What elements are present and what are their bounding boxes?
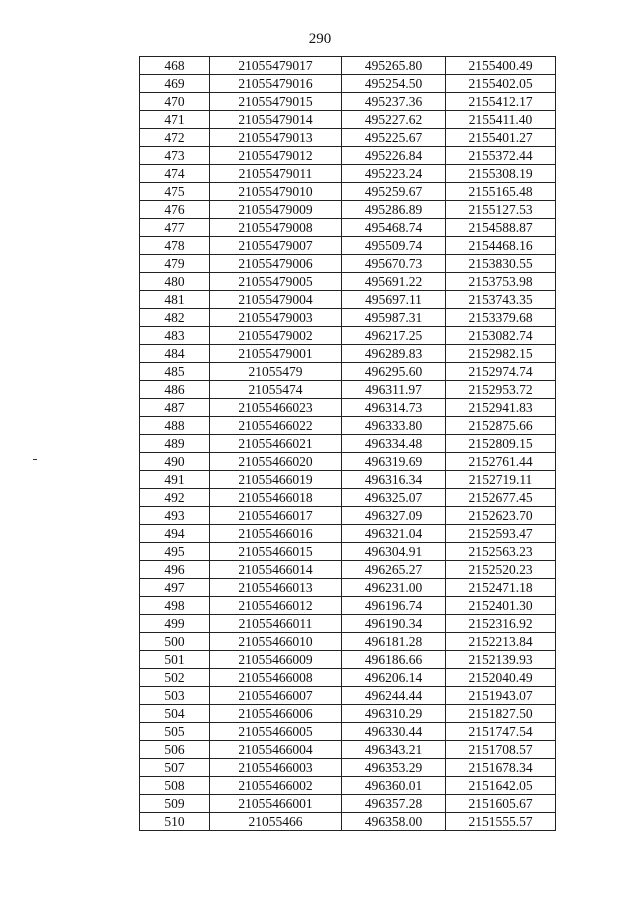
point-id-cell: 21055466020 (210, 453, 342, 471)
x-coordinate-cell: 496206.14 (342, 669, 446, 687)
x-coordinate-cell: 496265.27 (342, 561, 446, 579)
point-id-cell: 21055479012 (210, 147, 342, 165)
table-row (140, 345, 556, 363)
point-number-cell: 477 (140, 219, 210, 237)
point-number-cell: 474 (140, 165, 210, 183)
point-id-cell: 21055479006 (210, 255, 342, 273)
point-number-cell: 502 (140, 669, 210, 687)
y-coordinate-cell: 2153753.98 (446, 273, 556, 291)
table-row (140, 615, 556, 633)
x-coordinate-cell: 496333.80 (342, 417, 446, 435)
point-number-cell: 501 (140, 651, 210, 669)
x-coordinate-cell: 496186.66 (342, 651, 446, 669)
y-coordinate-cell: 2151642.05 (446, 777, 556, 795)
y-coordinate-cell: 2152213.84 (446, 633, 556, 651)
point-number-cell: 473 (140, 147, 210, 165)
table-row (140, 201, 556, 219)
table-row (140, 651, 556, 669)
point-number-cell: 508 (140, 777, 210, 795)
x-coordinate-cell: 495237.36 (342, 93, 446, 111)
x-coordinate-cell: 495265.80 (342, 57, 446, 75)
y-coordinate-cell: 2152974.74 (446, 363, 556, 381)
y-coordinate-cell: 2153379.68 (446, 309, 556, 327)
point-id-cell: 21055474 (210, 381, 342, 399)
point-id-cell: 21055479014 (210, 111, 342, 129)
y-coordinate-cell: 2152563.23 (446, 543, 556, 561)
table-row (140, 147, 556, 165)
x-coordinate-cell: 496321.04 (342, 525, 446, 543)
x-coordinate-cell: 495254.50 (342, 75, 446, 93)
point-number-cell: 507 (140, 759, 210, 777)
table-row (140, 435, 556, 453)
point-id-cell: 21055466006 (210, 705, 342, 723)
coordinates-table (139, 56, 556, 831)
table-row (140, 795, 556, 813)
y-coordinate-cell: 2151708.57 (446, 741, 556, 759)
x-coordinate-cell: 495697.11 (342, 291, 446, 309)
point-number-cell: 491 (140, 471, 210, 489)
y-coordinate-cell: 2151605.67 (446, 795, 556, 813)
point-id-cell: 21055466014 (210, 561, 342, 579)
table-row (140, 183, 556, 201)
point-id-cell: 21055466002 (210, 777, 342, 795)
table-row (140, 381, 556, 399)
point-number-cell: 506 (140, 741, 210, 759)
point-id-cell: 21055466017 (210, 507, 342, 525)
table-row (140, 705, 556, 723)
table-row (140, 417, 556, 435)
x-coordinate-cell: 496190.34 (342, 615, 446, 633)
point-id-cell: 21055479010 (210, 183, 342, 201)
x-coordinate-cell: 496343.21 (342, 741, 446, 759)
x-coordinate-cell: 496295.60 (342, 363, 446, 381)
point-number-cell: 487 (140, 399, 210, 417)
table-row (140, 543, 556, 561)
table-row (140, 633, 556, 651)
point-id-cell: 21055479 (210, 363, 342, 381)
point-id-cell: 21055466022 (210, 417, 342, 435)
y-coordinate-cell: 2154588.87 (446, 219, 556, 237)
point-number-cell: 504 (140, 705, 210, 723)
point-id-cell: 21055466010 (210, 633, 342, 651)
point-id-cell: 21055466021 (210, 435, 342, 453)
point-number-cell: 485 (140, 363, 210, 381)
table-row (140, 255, 556, 273)
x-coordinate-cell: 496311.97 (342, 381, 446, 399)
x-coordinate-cell: 496231.00 (342, 579, 446, 597)
point-number-cell: 478 (140, 237, 210, 255)
x-coordinate-cell: 496334.48 (342, 435, 446, 453)
x-coordinate-cell: 496360.01 (342, 777, 446, 795)
x-coordinate-cell: 496217.25 (342, 327, 446, 345)
y-coordinate-cell: 2152040.49 (446, 669, 556, 687)
table-row (140, 291, 556, 309)
table-row (140, 471, 556, 489)
point-number-cell: 481 (140, 291, 210, 309)
table-row (140, 669, 556, 687)
y-coordinate-cell: 2155402.05 (446, 75, 556, 93)
table-row (140, 453, 556, 471)
y-coordinate-cell: 2153830.55 (446, 255, 556, 273)
y-coordinate-cell: 2151678.34 (446, 759, 556, 777)
y-coordinate-cell: 2152982.15 (446, 345, 556, 363)
point-number-cell: 470 (140, 93, 210, 111)
y-coordinate-cell: 2155372.44 (446, 147, 556, 165)
y-coordinate-cell: 2152139.93 (446, 651, 556, 669)
point-id-cell: 21055479005 (210, 273, 342, 291)
y-coordinate-cell: 2154468.16 (446, 237, 556, 255)
point-number-cell: 497 (140, 579, 210, 597)
y-coordinate-cell: 2152623.70 (446, 507, 556, 525)
table-row (140, 309, 556, 327)
point-id-cell: 21055479008 (210, 219, 342, 237)
point-id-cell: 21055479013 (210, 129, 342, 147)
x-coordinate-cell: 495987.31 (342, 309, 446, 327)
x-coordinate-cell: 496353.29 (342, 759, 446, 777)
x-coordinate-cell: 496325.07 (342, 489, 446, 507)
point-number-cell: 490 (140, 453, 210, 471)
x-coordinate-cell: 495509.74 (342, 237, 446, 255)
x-coordinate-cell: 496327.09 (342, 507, 446, 525)
y-coordinate-cell: 2152875.66 (446, 417, 556, 435)
y-coordinate-cell: 2155308.19 (446, 165, 556, 183)
point-number-cell: 475 (140, 183, 210, 201)
point-id-cell: 21055466023 (210, 399, 342, 417)
y-coordinate-cell: 2151747.54 (446, 723, 556, 741)
table-row (140, 813, 556, 831)
table-row (140, 759, 556, 777)
x-coordinate-cell: 495670.73 (342, 255, 446, 273)
y-coordinate-cell: 2155127.53 (446, 201, 556, 219)
y-coordinate-cell: 2152941.83 (446, 399, 556, 417)
stray-dash-mark (33, 459, 37, 460)
point-id-cell: 21055466001 (210, 795, 342, 813)
point-id-cell: 21055479009 (210, 201, 342, 219)
table-row (140, 219, 556, 237)
x-coordinate-cell: 495691.22 (342, 273, 446, 291)
y-coordinate-cell: 2155412.17 (446, 93, 556, 111)
point-id-cell: 21055479007 (210, 237, 342, 255)
point-number-cell: 476 (140, 201, 210, 219)
table-row (140, 57, 556, 75)
point-number-cell: 472 (140, 129, 210, 147)
table-row (140, 111, 556, 129)
point-id-cell: 21055466011 (210, 615, 342, 633)
table-row (140, 525, 556, 543)
point-id-cell: 21055479003 (210, 309, 342, 327)
y-coordinate-cell: 2152761.44 (446, 453, 556, 471)
table-row (140, 507, 556, 525)
y-coordinate-cell: 2155411.40 (446, 111, 556, 129)
table-row (140, 165, 556, 183)
table-row (140, 75, 556, 93)
coordinates-table-body (140, 57, 556, 831)
y-coordinate-cell: 2151943.07 (446, 687, 556, 705)
point-number-cell: 483 (140, 327, 210, 345)
y-coordinate-cell: 2152809.15 (446, 435, 556, 453)
y-coordinate-cell: 2152719.11 (446, 471, 556, 489)
x-coordinate-cell: 495227.62 (342, 111, 446, 129)
table-row (140, 237, 556, 255)
y-coordinate-cell: 2155400.49 (446, 57, 556, 75)
table-row (140, 129, 556, 147)
table-row (140, 363, 556, 381)
x-coordinate-cell: 496310.29 (342, 705, 446, 723)
point-id-cell: 21055466013 (210, 579, 342, 597)
point-id-cell: 21055479001 (210, 345, 342, 363)
point-number-cell: 484 (140, 345, 210, 363)
point-number-cell: 471 (140, 111, 210, 129)
point-id-cell: 21055466015 (210, 543, 342, 561)
point-number-cell: 489 (140, 435, 210, 453)
y-coordinate-cell: 2152401.30 (446, 597, 556, 615)
table-row (140, 561, 556, 579)
point-number-cell: 492 (140, 489, 210, 507)
point-number-cell: 482 (140, 309, 210, 327)
point-id-cell: 21055479015 (210, 93, 342, 111)
table-row (140, 579, 556, 597)
point-id-cell: 21055479011 (210, 165, 342, 183)
point-number-cell: 509 (140, 795, 210, 813)
point-id-cell: 21055479017 (210, 57, 342, 75)
point-id-cell: 21055466019 (210, 471, 342, 489)
point-number-cell: 503 (140, 687, 210, 705)
x-coordinate-cell: 496289.83 (342, 345, 446, 363)
point-id-cell: 21055466008 (210, 669, 342, 687)
x-coordinate-cell: 496330.44 (342, 723, 446, 741)
table-row (140, 93, 556, 111)
point-number-cell: 499 (140, 615, 210, 633)
point-number-cell: 488 (140, 417, 210, 435)
point-id-cell: 21055479002 (210, 327, 342, 345)
y-coordinate-cell: 2155401.27 (446, 129, 556, 147)
point-number-cell: 498 (140, 597, 210, 615)
y-coordinate-cell: 2151827.50 (446, 705, 556, 723)
page-number: 290 (308, 31, 332, 47)
x-coordinate-cell: 495259.67 (342, 183, 446, 201)
table-row (140, 723, 556, 741)
x-coordinate-cell: 496357.28 (342, 795, 446, 813)
point-number-cell: 496 (140, 561, 210, 579)
x-coordinate-cell: 495468.74 (342, 219, 446, 237)
x-coordinate-cell: 496358.00 (342, 813, 446, 831)
x-coordinate-cell: 495226.84 (342, 147, 446, 165)
table-row (140, 399, 556, 417)
point-id-cell: 21055466018 (210, 489, 342, 507)
y-coordinate-cell: 2151555.57 (446, 813, 556, 831)
table-row (140, 597, 556, 615)
table-row (140, 273, 556, 291)
point-number-cell: 500 (140, 633, 210, 651)
x-coordinate-cell: 496304.91 (342, 543, 446, 561)
point-id-cell: 21055479004 (210, 291, 342, 309)
y-coordinate-cell: 2153082.74 (446, 327, 556, 345)
y-coordinate-cell: 2152471.18 (446, 579, 556, 597)
point-id-cell: 21055479016 (210, 75, 342, 93)
table-row (140, 489, 556, 507)
x-coordinate-cell: 496319.69 (342, 453, 446, 471)
y-coordinate-cell: 2152677.45 (446, 489, 556, 507)
point-number-cell: 505 (140, 723, 210, 741)
y-coordinate-cell: 2155165.48 (446, 183, 556, 201)
x-coordinate-cell: 496314.73 (342, 399, 446, 417)
x-coordinate-cell: 496316.34 (342, 471, 446, 489)
table-row (140, 777, 556, 795)
y-coordinate-cell: 2153743.35 (446, 291, 556, 309)
point-id-cell: 21055466009 (210, 651, 342, 669)
table-row (140, 741, 556, 759)
point-id-cell: 21055466 (210, 813, 342, 831)
point-number-cell: 469 (140, 75, 210, 93)
point-id-cell: 21055466004 (210, 741, 342, 759)
x-coordinate-cell: 496244.44 (342, 687, 446, 705)
point-number-cell: 510 (140, 813, 210, 831)
y-coordinate-cell: 2152953.72 (446, 381, 556, 399)
point-number-cell: 479 (140, 255, 210, 273)
point-number-cell: 486 (140, 381, 210, 399)
point-number-cell: 493 (140, 507, 210, 525)
point-id-cell: 21055466012 (210, 597, 342, 615)
point-number-cell: 480 (140, 273, 210, 291)
table-row (140, 327, 556, 345)
table-row (140, 687, 556, 705)
y-coordinate-cell: 2152520.23 (446, 561, 556, 579)
point-id-cell: 21055466003 (210, 759, 342, 777)
point-number-cell: 495 (140, 543, 210, 561)
x-coordinate-cell: 495225.67 (342, 129, 446, 147)
y-coordinate-cell: 2152316.92 (446, 615, 556, 633)
x-coordinate-cell: 495223.24 (342, 165, 446, 183)
point-id-cell: 21055466005 (210, 723, 342, 741)
y-coordinate-cell: 2152593.47 (446, 525, 556, 543)
point-id-cell: 21055466016 (210, 525, 342, 543)
x-coordinate-cell: 495286.89 (342, 201, 446, 219)
x-coordinate-cell: 496196.74 (342, 597, 446, 615)
x-coordinate-cell: 496181.28 (342, 633, 446, 651)
point-number-cell: 494 (140, 525, 210, 543)
point-id-cell: 21055466007 (210, 687, 342, 705)
point-number-cell: 468 (140, 57, 210, 75)
